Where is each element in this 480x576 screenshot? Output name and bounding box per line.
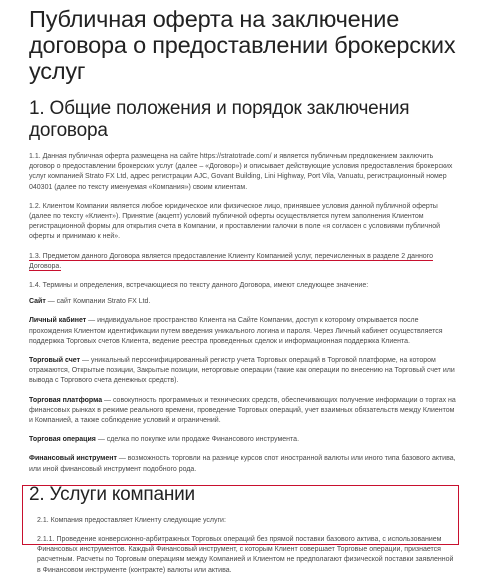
term-text: — возможность торговли на разнице курсов спот иностранной валюты или иного типа базового актива, или иной финансовый инструмент подобного рода. (29, 455, 456, 473)
term-text: — уникальный персонифицированный регистр учета Торговых операций в Торговой платформе, на котором отражаются, Открытые позиции, Закрытые позиции, неторговые операции (такие как операции по внесению на Торговый счет или вывода с Торгового счета денежных средств). (29, 357, 455, 385)
term-name: Личный кабинет (29, 317, 87, 325)
term-name: Сайт (29, 298, 46, 306)
term-text: — совокупность программных и технических средств, обеспечивающих получение информации о торгах на финансовых рынках в режиме реального времени, проведение Торговых операций, учет взаимных обязательств между Клиентом и Компанией, а также соблюдение условий и ограничений. (29, 396, 456, 425)
page-title: Публичная оферта на заключение договора о предоставлении брокерских услуг (29, 6, 456, 84)
term-text: — сайт Компании Strato FX Ltd. (45, 298, 151, 306)
term-definition (29, 356, 458, 387)
term-text: — индивидуальное пространство Клиента на Сайте Компании, доступ к которому открывается после прохождения Клиентом идентификации путем введения уникального логина и пароля. Через Личный кабинет осуществляется поддержка Торговых счетов Клиента, ведение реестра проведенных сделок и информационная поддержка Клиента. (29, 317, 443, 345)
term-definition (29, 396, 458, 427)
section-1-heading: 1. Общие положения и порядок заключения договора (29, 98, 410, 141)
paragraph-2-1: 2.1. Компания предоставляет Клиенту следующие услуги: (37, 516, 226, 524)
paragraph-1-2: 1.2. Клиентом Компании является любое юридическое или физическое лицо, принявшее условия данной публичной оферты (далее по тексту «Клиент»). Принятие (акцепт) условий публичной оферты осуществляется путем заполнения Клиентом регистрационной формы для открытия счета в Компании, и проставлении галочки в поле «я согласен с условиями публичной оферты и принимаю к ней». (29, 202, 441, 241)
paragraph-1-4: 1.4. Термины и определения, встречающиеся по тексту данного Договора, имеют следующее значение: (29, 282, 369, 290)
highlight-box (22, 485, 459, 545)
term-name: Торговая операция (29, 436, 96, 444)
term-name: Финансовый инструмент (29, 455, 117, 463)
term-definition (29, 316, 458, 347)
paragraph-2-1-1: 2.1.1. Проведение конверсионно-арбитражных Торговых операций без прямой поставки базового актива, с использованием Финансовых инструментов. Каждый Финансовый инструмент, с которым Клиент совершает Торговые операции, признается расчетным. Расчеты по Торговым операциям между Компанией и Клиентом не предполагают физической поставки заявленной в Финансовом инструменте (контракте) валюты или актива. (37, 536, 454, 574)
term-definition (29, 435, 458, 445)
highlighted-subject-text: 1.3. Предметом данного Договора является предоставление Клиенту Компанией услуг, перечисленных в разделе 2 данного Договора. (29, 252, 433, 270)
paragraph-1-1: 1.1. Данная публичная оферта размещена на сайте https://stratotrade.com/ и является публичным предложением заключить договор о предоставлении брокерских услуг (далее – «Договор») и описывает действующие условия предоставления брокерских услуг компанией Strato FX Ltd, адрес регистрации AJC, Govant Building, Lini Highway, Port Vila, Vanuatu, регистрационный номер 040301 (далее по тексту именуемая «Компания») своим клиентам. (29, 153, 453, 191)
term-definition (29, 297, 458, 307)
term-definition (29, 454, 458, 474)
paragraph-1-3 (29, 252, 458, 272)
term-name: Торговый счет (29, 357, 81, 365)
section-2-heading: 2. Услуги компании (29, 483, 195, 505)
term-text: — сделка по покупке или продаже Финансового инструмента. (95, 436, 300, 444)
term-name: Торговая платформа (29, 396, 103, 404)
